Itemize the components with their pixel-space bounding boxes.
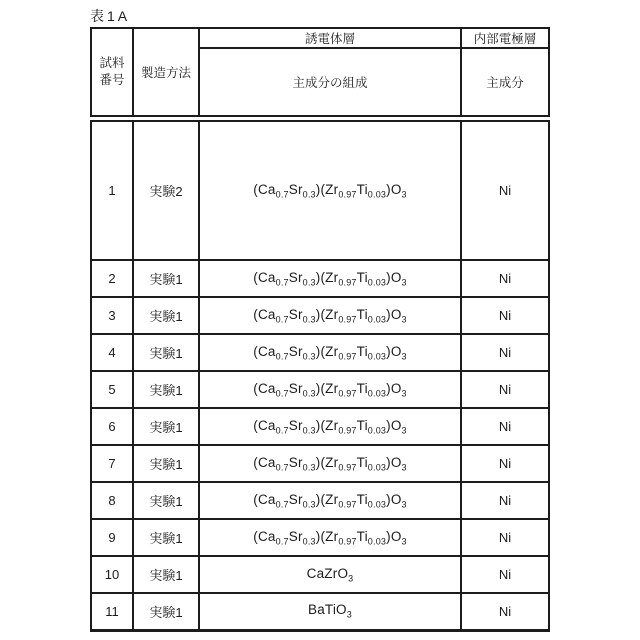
header-dielectric-layer: 誘電体層 xyxy=(199,28,461,48)
table-row xyxy=(91,371,549,408)
cell-composition: $(Ca_{0.7}Sr_{0.3})(Zr_{0.97}Ti_{0.03})O_3$ xyxy=(199,519,461,556)
table-row xyxy=(91,482,549,519)
cell-composition: $(Ca_{0.7}Sr_{0.3})(Zr_{0.97}Ti_{0.03})O_3$ xyxy=(199,482,461,519)
cell-sample-number: 4 xyxy=(91,334,133,371)
cell-manufacturing-method: 実験1 xyxy=(133,445,199,482)
table-row xyxy=(91,334,549,371)
cell-sample-number: 7 xyxy=(91,445,133,482)
cell-sample-number: 6 xyxy=(91,408,133,445)
cell-sample-number: 9 xyxy=(91,519,133,556)
cell-composition: $(Ca_{0.7}Sr_{0.3})(Zr_{0.97}Ti_{0.03})O_3$ xyxy=(199,371,461,408)
cell-manufacturing-method: 実験1 xyxy=(133,556,199,593)
cell-composition: CaZrO$_3$ xyxy=(199,556,461,593)
cell-manufacturing-method: 実験1 xyxy=(133,334,199,371)
table-row xyxy=(91,593,549,630)
cell-composition: BaTiO$_3$ xyxy=(199,593,461,630)
cell-electrode-main-component: Ni xyxy=(461,260,549,297)
cell-electrode-main-component: Ni xyxy=(461,482,549,519)
cell-composition: $(Ca_{0.7}Sr_{0.3})(Zr_{0.97}Ti_{0.03})O_3$ xyxy=(199,121,461,260)
cell-composition: $(Ca_{0.7}Sr_{0.3})(Zr_{0.97}Ti_{0.03})O_3$ xyxy=(199,334,461,371)
table-row xyxy=(91,121,549,260)
cell-manufacturing-method: 実験1 xyxy=(133,260,199,297)
cell-electrode-main-component: Ni xyxy=(461,334,549,371)
table-row xyxy=(91,556,549,593)
cell-electrode-main-component: Ni xyxy=(461,445,549,482)
cell-composition: $(Ca_{0.7}Sr_{0.3})(Zr_{0.97}Ti_{0.03})O_3$ xyxy=(199,260,461,297)
header-manufacturing-method: 製造方法 xyxy=(133,28,199,116)
cell-sample-number: 10 xyxy=(91,556,133,593)
table-row xyxy=(91,408,549,445)
cell-manufacturing-method: 実験1 xyxy=(133,482,199,519)
cell-electrode-main-component: Ni xyxy=(461,297,549,334)
table-body-table xyxy=(90,120,550,632)
table-row xyxy=(91,260,549,297)
cell-sample-number: 1 xyxy=(91,121,133,260)
cell-manufacturing-method: 実験1 xyxy=(133,519,199,556)
cell-manufacturing-method: 実験2 xyxy=(133,121,199,260)
table-row xyxy=(91,297,549,334)
cell-manufacturing-method: 実験1 xyxy=(133,371,199,408)
header-main-component-composition: 主成分の組成 xyxy=(199,48,461,116)
cell-sample-number: 5 xyxy=(91,371,133,408)
header-sample-number-line2: 番号 xyxy=(99,73,125,87)
cell-electrode-main-component: Ni xyxy=(461,519,549,556)
table-title: 表1A xyxy=(90,6,133,29)
header-sample-number-line1: 試料 xyxy=(99,56,125,71)
cell-manufacturing-method: 実験1 xyxy=(133,297,199,334)
header-main-component: 主成分 xyxy=(461,48,549,116)
cell-sample-number: 2 xyxy=(91,260,133,297)
cell-composition: $(Ca_{0.7}Sr_{0.3})(Zr_{0.97}Ti_{0.03})O_3$ xyxy=(199,408,461,445)
cell-manufacturing-method: 実験1 xyxy=(133,408,199,445)
header-sample-number xyxy=(91,28,133,116)
table-body xyxy=(91,121,549,630)
cell-electrode-main-component: Ni xyxy=(461,408,549,445)
table-row xyxy=(91,519,549,556)
cell-composition: $(Ca_{0.7}Sr_{0.3})(Zr_{0.97}Ti_{0.03})O_3$ xyxy=(199,445,461,482)
cell-electrode-main-component: Ni xyxy=(461,121,549,260)
cell-electrode-main-component: Ni xyxy=(461,593,549,630)
cell-electrode-main-component: Ni xyxy=(461,556,549,593)
table-header xyxy=(90,27,550,117)
cell-sample-number: 11 xyxy=(91,593,133,630)
table-row xyxy=(91,445,549,482)
cell-composition: $(Ca_{0.7}Sr_{0.3})(Zr_{0.97}Ti_{0.03})O_3$ xyxy=(199,297,461,334)
cell-manufacturing-method: 実験1 xyxy=(133,593,199,630)
cell-electrode-main-component: Ni xyxy=(461,371,549,408)
header-internal-electrode-layer: 内部電極層 xyxy=(461,28,549,48)
cell-sample-number: 8 xyxy=(91,482,133,519)
cell-sample-number: 3 xyxy=(91,297,133,334)
